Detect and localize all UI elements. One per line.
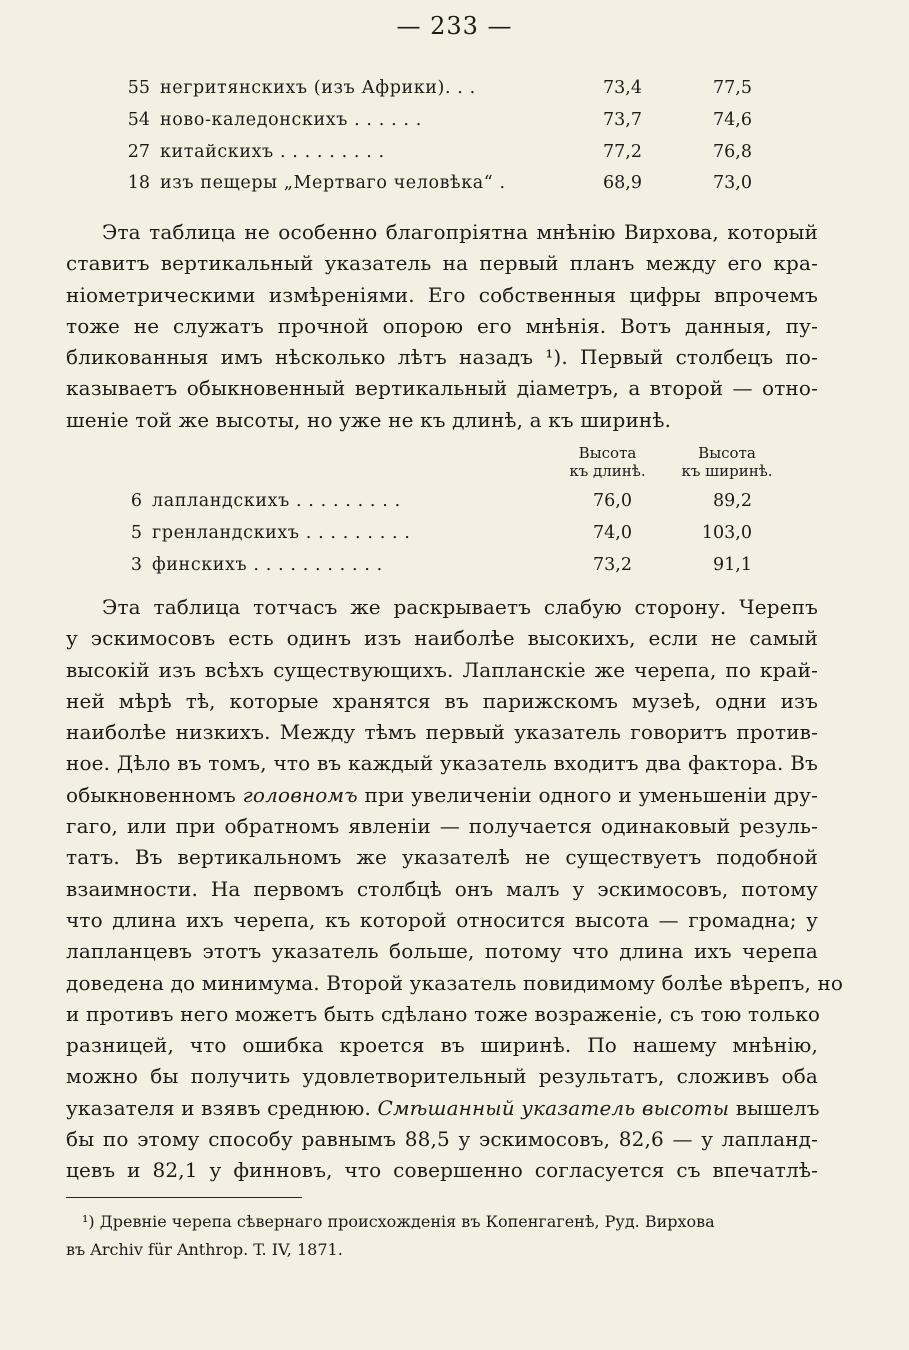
text-line-italic bbox=[66, 780, 818, 811]
value-col1: 73,2 bbox=[593, 555, 632, 575]
text-line: наиболѣе низкихъ. Между тѣмъ первый указатель говоритъ против- bbox=[66, 720, 818, 745]
row-count: 18 bbox=[127, 173, 150, 193]
value-col2: 73,0 bbox=[713, 173, 752, 193]
text-line: что длина ихъ черепа, къ которой относится высота — громадна; у bbox=[66, 907, 818, 932]
text-line: ніометрическими измѣреніями. Его собственныя цифры впрочемъ bbox=[66, 282, 818, 307]
header-line: къ длинѣ. bbox=[569, 462, 646, 480]
text-line: тоже не служатъ прочной опорою его мнѣнія. Вотъ данныя, пу- bbox=[66, 313, 818, 338]
text-run: вышелъ bbox=[729, 1095, 820, 1120]
row-label: лапландскихъ . . . . . . . . . bbox=[152, 491, 401, 511]
row-count: 54 bbox=[127, 110, 150, 130]
column-header-height-width bbox=[672, 444, 782, 480]
text-line: лапланцевъ этотъ указатель больше, потому что длина ихъ черепа bbox=[66, 939, 818, 964]
text-line: ставитъ вертикальный указатель на первый планъ между его кра- bbox=[66, 251, 818, 276]
value-col2: 103,0 bbox=[701, 523, 752, 543]
row-count: 5 bbox=[130, 523, 142, 543]
paragraph-1 bbox=[66, 217, 818, 436]
row-label: китайскихъ . . . . . . . . . bbox=[160, 142, 385, 162]
table-row bbox=[0, 173, 909, 203]
text-line: разницей, что ошибка кроется въ ширинѣ. По нашему мнѣнію, bbox=[66, 1033, 818, 1058]
table-row bbox=[0, 523, 909, 553]
text-line: ней мѣрѣ тѣ, которые хранятся въ парижскомъ музеѣ, одни изъ bbox=[66, 688, 818, 713]
text-line: шеніе той же высоты, но уже не къ длинѣ, а къ ширинѣ. bbox=[66, 407, 672, 432]
page-number: — 233 — bbox=[396, 12, 513, 40]
value-col1: 77,2 bbox=[603, 142, 642, 162]
text-line: цевъ и 82,1 у финновъ, что совершенно согласуется съ впечатлѣ- bbox=[66, 1158, 818, 1183]
text-line: бы по этому способу равнымъ 88,5 у эскимосовъ, 82,6 — у лапланд- bbox=[66, 1127, 818, 1152]
footnote-line: въ Archiv für Anthrop. T. IV, 1871. bbox=[66, 1240, 343, 1259]
italic-term: Смѣшанный указатель высоты bbox=[377, 1095, 730, 1120]
text-line: казываетъ обыкновенный вертикальный діаметръ, а второй — отно- bbox=[66, 376, 818, 401]
value-col1: 74,0 bbox=[593, 523, 632, 543]
table-row bbox=[0, 555, 909, 585]
value-col2: 76,8 bbox=[713, 142, 752, 162]
text-line: гаго, или при обратномъ явленіи — получается одинаковый резуль- bbox=[66, 814, 818, 839]
text-run: обыкновенномъ bbox=[66, 782, 243, 807]
row-label: изъ пещеры „Мертваго человѣка“ . bbox=[160, 173, 506, 193]
table-row bbox=[0, 142, 909, 172]
text-line: Эта таблица не особенно благопріятна мнѣнію Вирхова, который bbox=[102, 220, 818, 244]
value-col1: 73,4 bbox=[603, 78, 642, 98]
value-col1: 73,7 bbox=[603, 110, 642, 130]
value-col2: 91,1 bbox=[713, 555, 752, 575]
row-label: гренландскихъ . . . . . . . . . bbox=[152, 523, 411, 543]
header-line: къ ширинѣ. bbox=[681, 462, 773, 480]
text-line: можно бы получить удовлетворительный результатъ, сложивъ оба bbox=[66, 1064, 818, 1089]
text-line: взаимности. На первомъ столбцѣ онъ малъ у эскимосовъ, потому bbox=[66, 876, 818, 901]
table-row bbox=[0, 110, 909, 140]
footnote bbox=[66, 1208, 826, 1264]
italic-term: головномъ bbox=[242, 782, 358, 807]
table-row bbox=[0, 78, 909, 108]
header-line: Высота bbox=[698, 444, 756, 462]
value-col2: 74,6 bbox=[713, 110, 752, 130]
text-line: доведена до минимума. Второй указатель повидимому болѣе вѣрепъ, но bbox=[66, 970, 844, 995]
row-label: негритянскихъ (изъ Африки). . . bbox=[160, 78, 476, 98]
table-row bbox=[0, 491, 909, 521]
text-line: у эскимосовъ есть одинъ изъ наиболѣе высокихъ, если не самый bbox=[66, 626, 818, 651]
row-label: финскихъ . . . . . . . . . . . bbox=[152, 555, 383, 575]
row-count: 3 bbox=[130, 555, 142, 575]
row-label: ново-каледонскихъ . . . . . . bbox=[160, 110, 422, 130]
row-count: 27 bbox=[127, 142, 150, 162]
footnote-line: ¹) Древніе черепа сѣвернаго происхожденія въ Копенгагенѣ, Руд. Вирхова bbox=[82, 1212, 715, 1231]
value-col2: 89,2 bbox=[713, 491, 752, 511]
text-line: ное. Дѣло въ томъ, что въ каждый указатель входитъ два фактора. Въ bbox=[66, 751, 818, 776]
text-line-italic bbox=[66, 1093, 818, 1124]
column-header-height-length bbox=[560, 444, 655, 480]
footnote-divider bbox=[66, 1197, 302, 1198]
value-col2: 77,5 bbox=[713, 78, 752, 98]
text-run: при увеличеніи одного и уменьшеніи дру- bbox=[357, 782, 818, 807]
header-line: Высота bbox=[578, 444, 637, 462]
row-count: 55 bbox=[127, 78, 150, 98]
text-line: Эта таблица тотчасъ же раскрываетъ слабую сторону. Черепъ bbox=[102, 595, 818, 619]
text-line: татъ. Въ вертикальномъ же указателѣ не существуетъ подобной bbox=[66, 845, 818, 870]
paragraph-2 bbox=[66, 592, 844, 1187]
row-count: 6 bbox=[130, 491, 142, 511]
value-col1: 76,0 bbox=[593, 491, 632, 511]
text-run: указателя и взявъ среднюю. bbox=[66, 1095, 378, 1120]
value-col1: 68,9 bbox=[603, 173, 642, 193]
text-line: и противъ него можетъ быть сдѣлано тоже возраженіе, съ тою только bbox=[66, 1001, 821, 1026]
text-line: бликованныя имъ нѣсколько лѣтъ назадъ ¹). Первый столбецъ по- bbox=[66, 345, 818, 370]
text-line: высокій изъ всѣхъ существующихъ. Лапланскіе же черепа, по край- bbox=[66, 657, 818, 682]
